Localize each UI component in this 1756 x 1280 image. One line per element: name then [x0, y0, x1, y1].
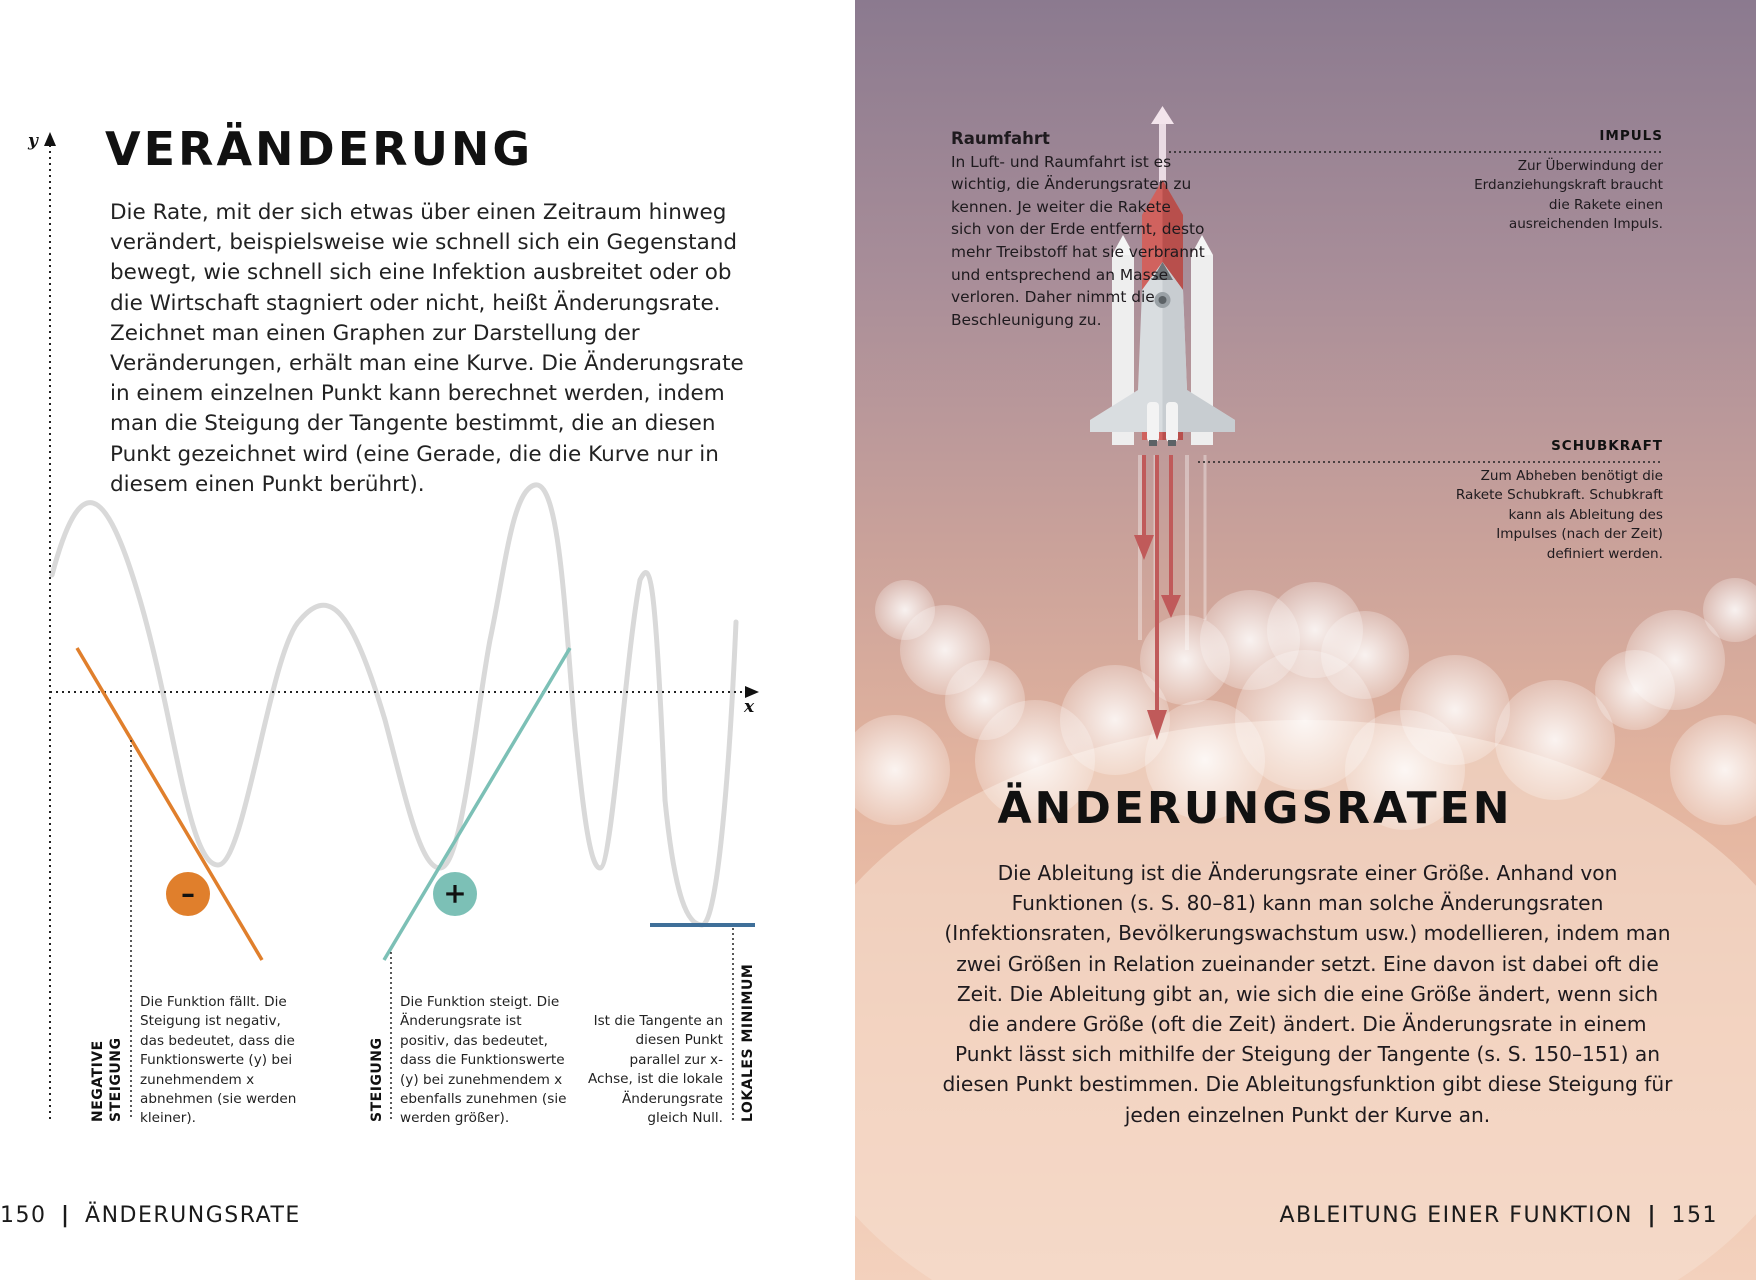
intro-paragraph: Die Rate, mit der sich etwas über einen Zeitraum hinweg verändert, beispielsweise wie schnell sich ein Gegenstand bewegt, wie schnell sich eine Infektion ausbreitet oder ob die Wirtschaft stagniert oder nicht, heißt Änderungsrate. Zeichnet man einen Graphen zur Darstellung der Veränderungen, erhält man eine Kurve. Die Änderungsrate in einem einzelnen Punkt kann berechnet werden, indem man die Steigung der Tangente bestimmt, die an diesen Punkt gezeichnet wird (eine Gerade, die die Kurve nur in diesem einen Punkt berührt). [110, 200, 744, 497]
minus-sign: – [181, 877, 195, 910]
schub-text: Zum Abheben benötigt die Rakete Schubkraft. Schubkraft kann als Ableitung des Impulses (nach der Zeit) definiert werden. [1455, 468, 1663, 562]
label-positive: STEIGUNG [369, 1037, 385, 1122]
page-number-right: 151 [1671, 1203, 1718, 1228]
function-curve [52, 485, 736, 925]
y-axis-label: y [28, 131, 38, 151]
y-axis-arrow [44, 132, 56, 146]
caption-positive: Die Funktion steigt. Die Änderungsrate ist positiv, das bedeutet, dass die Funktionswerte (y) bei zunehmendem x ebenfalls zunehmen (sie werden größer). [400, 994, 567, 1127]
positive-tangent [384, 648, 570, 960]
footer-left [0, 1203, 301, 1228]
footer-separator: | [61, 1203, 71, 1228]
footer-title-left: ÄNDERUNGSRATE [85, 1203, 301, 1228]
raumfahrt-title: Raumfahrt [951, 129, 1050, 148]
schub-title: SCHUBKRAFT [1551, 438, 1663, 454]
impuls-text: Zur Überwindung der Erdanziehungskraft braucht die Rakete einen ausreichenden Impuls. [1474, 158, 1663, 233]
right-page [855, 0, 1756, 1280]
page-number-left: 150 [0, 1203, 47, 1228]
footer-separator-right: | [1647, 1203, 1657, 1228]
label-negative-line2: STEIGUNG [108, 1037, 124, 1122]
section-title: ÄNDERUNGSRATEN [997, 783, 1513, 834]
footer-title-right: ABLEITUNG EINER FUNKTION [1279, 1203, 1633, 1228]
negative-tangent [77, 648, 262, 960]
label-negative-line1: NEGATIVE [90, 1040, 106, 1122]
caption-minimum: Ist die Tangente an diesen Punkt parallel zur x-Achse, ist die lokale Änderungsrate gleich Null. [587, 1013, 723, 1127]
label-minimum: LOKALES MINIMUM [740, 963, 756, 1122]
impuls-title: IMPULS [1599, 128, 1663, 144]
page-title: VERÄNDERUNG [105, 122, 534, 176]
footer-right [1279, 1203, 1718, 1228]
x-axis-label: x [744, 697, 755, 717]
left-page [0, 0, 855, 1280]
raumfahrt-text: In Luft- und Raumfahrt ist es wichtig, die Änderungsraten zu kennen. Je weiter die Rakete sich von der Erde entfernt, desto mehr Treibstoff hat sie verbrannt und entsprechend an Masse verloren. Daher nimmt die Beschleunigung zu. [951, 152, 1205, 329]
raumfahrt-box [951, 128, 1206, 331]
caption-negative: Die Funktion fällt. Die Steigung ist negativ, das bedeutet, dass die Funktionswerte (y) bei zunehmendem x abnehmen (sie werden kleiner). [140, 994, 297, 1127]
plus-sign: + [443, 877, 467, 910]
section-body: Die Ableitung ist die Änderungsrate einer Größe. Anhand von Funktionen (s. S. 80–81) kann man solche Änderungsraten (Infektionsraten, Bevölkerungswachstum usw.) modellieren, indem man zwei Größen in Relation zueinander setzt. Eine davon ist dabei oft die Zeit. Die Ableitung gibt an, wie sich die eine Größe ändert, wenn sich die andere Größe (oft die Zeit) ändert. Die Änderungsrate in einem Punkt lässt sich mithilfe der Steigung der Tangente (s. S. 150–151) an diesen Punkt bestimmen. Die Ableitungsfunktion gibt diese Steigung für jeden einzelnen Punkt der Kurve an. [942, 861, 1673, 1127]
